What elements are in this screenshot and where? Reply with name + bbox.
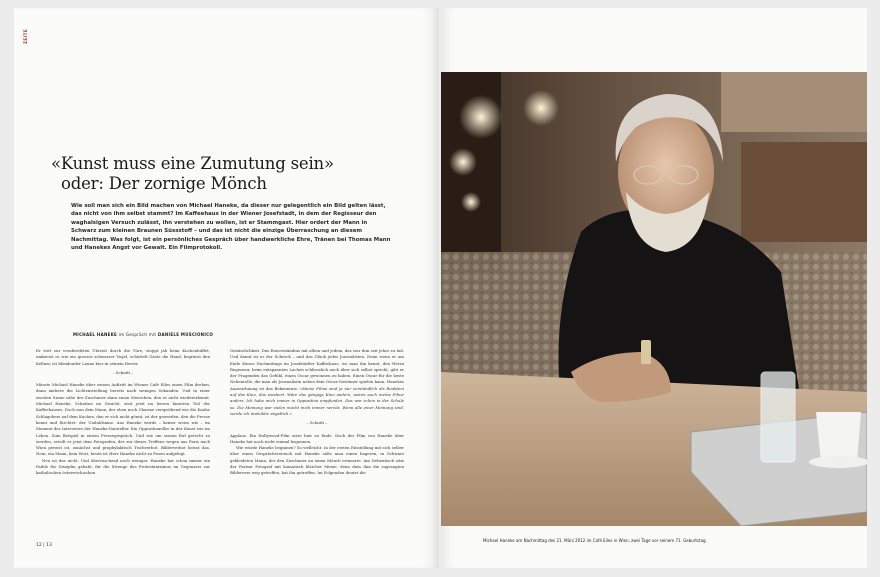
- paragraph: Müsste Michael Haneke über seinen Auftritt im Wiener Café Eiles einen Film drehen, dann änderte die Lichteinstellung bereits nach wenigen Sekunden. Und in einer zweiten Szene sähe der Zuschauer dann einen Menschen, den er nicht wiedererkennt. Michael Haneke, Schatten im Gesicht, sitzt jetzt im leeren hinteren Teil der Kaffeehauses. Doch nun dem Mann, der eben noch Charme versprühend wie die Kaube Schlagobers auf dem Kuchen, den er sich nicht gönnt, ist der geworden, den die Presse kennt und fürchtet: der Unduldsame. Aus Haneke wurde – keiner weiss wie – im Moment des Interviews der Haneke-Darsteller. Ein Oppositioneller in der Kunst wie im Leben. Zum Beispiel in einem Pressegespräch. Und wie um seinen Ruf gerecht zu werden, erteilt er jetzt dem Fotografen, der zur dieses Treffens wegen aus Paris nach Wien gereist ist, zunächst und prophylaktisch Tischverbot. Bilderverbot heisst das. Nein, ein Mann, kein Wort, heute ist Herr Haneke nicht zu Posen aufgelegt.: [36, 382, 210, 457]
- byline: [73, 332, 413, 337]
- text-column-1: [36, 348, 210, 477]
- title-line-2: oder: Der zornige Mönch: [61, 174, 267, 193]
- article-lead: Wie soll man sich ein Bild machen von Michael Haneke, da dieser nur gelegentlich ein Bild gelten lässt, das nicht von ihm selbst stammt? Im Kaffeehaus in der Wiener Josefstadt, in dem der Regisseur den waghalsigen Versuch zulässt, ihn verstehen zu wollen, ist er Stammgast. Hier ordert der Mann in Schwarz zum kleinen Braunen Süssstoff – und das ist nicht die einzige Überraschung an diesem Nachmittag. Was folgt, ist ein persönliches Gespräch über handwerkliche Ehre, Tränen bei Thomas Mann und Hanekes Angst vor Gewalt. Ein Filmprotokoll.: [71, 203, 391, 252]
- section-tag: ZEITE: [23, 28, 28, 44]
- portrait-photo: [441, 72, 867, 526]
- paragraph-text: Genüsslichkeit. Das Einverständnis mit allem und jedem, das war ihm seit jeher zu fad. Und damit ist er der Schreck – und das Glück jedes Journalisten. Denn wenn er am Ende dieses Nachmittags im Josefstädter Kaffeehaus, wo man ihn kennt, den Herrn Regisseur, beim entspannten Lachen schliesslich auch über sich selbst spricht, gibt er der Fragenden das Gefühl, einen Oscar gewonnen zu haben. Einen Oscar für die beste Nebenrolle, die man als Journalistin neben dem Oscar-Gewinner spielen kann. Hanekes Auszeichnung ist das Bekenntnis:: [230, 348, 404, 391]
- portrait-illustration: [441, 72, 867, 526]
- text-column-2: [230, 348, 404, 477]
- article-title: [51, 154, 411, 194]
- byline-author: DANIELE MUSCIONICO: [157, 332, 214, 337]
- scene-separator: – Schnitt –: [306, 420, 328, 426]
- paragraph: Neu ist das nicht. Und überraschend noch weniger. Haneke hat schon immer ein Faible für Disziplin gehabt, für die Strenge des Protestantismus im Gegensatz zur katholischen österreichischen: [36, 457, 210, 476]
- paragraph: [230, 348, 404, 417]
- left-page: [14, 8, 439, 568]
- photo-caption: Michael Haneke am Nachmittag des 21. März 2012 im Café Eiles in Wien, zwei Tage vor seinem 71. Geburtstag.: [483, 538, 707, 543]
- title-line-1: «Kunst muss eine Zumutung sein»: [51, 154, 334, 173]
- byline-connector: im Gespräch mit: [118, 332, 157, 337]
- scene-separator: – Schnitt –: [112, 369, 134, 375]
- page-number: 12 | 13: [36, 543, 52, 548]
- byline-interviewee: MICHAEL HANEKE: [73, 332, 118, 337]
- paragraph: Er tritt zur verabredeten Uhrzeit durch die Türe, stoppt jäh beim Kuchenbüffet, umkreist es wie ein grosser schwarzer Vogel, schüttelt Gäste die Hand, begrüsst den Kellner, ist blendender Laune hier in seinem Revier.: [36, 348, 210, 366]
- paragraph: Wie würde Haneke beginnen? So vielleicht: In der ersten Einstellung mit sich selber über einen Gesprächsversuch mit Haneke säße man einen hageren, in Schwarz gekleideten Mann, der den Zuschauer an einen Mönch erinnerte. Am Nebentisch sitzt der Pariser Fotograf mit kamatisch bleicher Miene, denn dass ihm die zugesagten Bildervers weg getroffen, hat ihn getroffen. Im Folgenden deutet die: [230, 445, 404, 476]
- quote-text: «Meine Filme sind ja nur verständlich als Reaktion auf das Kino, das existiert. Wäre das gängige Kino anders, wären auch meine Filme anders. Ich habe mich immer in Opposition empfunden. Das war schon in der Schule so. Die Meinung war vielen macht mich immer nervös. Wenn alle einer Meinung sind, werde ich instinktiv ängstlich.»: [230, 385, 404, 416]
- right-page: [441, 8, 867, 568]
- paragraph: Applaus. Ein Hollywood-Film wäre hier zu Ende. Doch der Film von Haneke über Haneke hat noch nicht einmal begonnen.: [230, 432, 404, 444]
